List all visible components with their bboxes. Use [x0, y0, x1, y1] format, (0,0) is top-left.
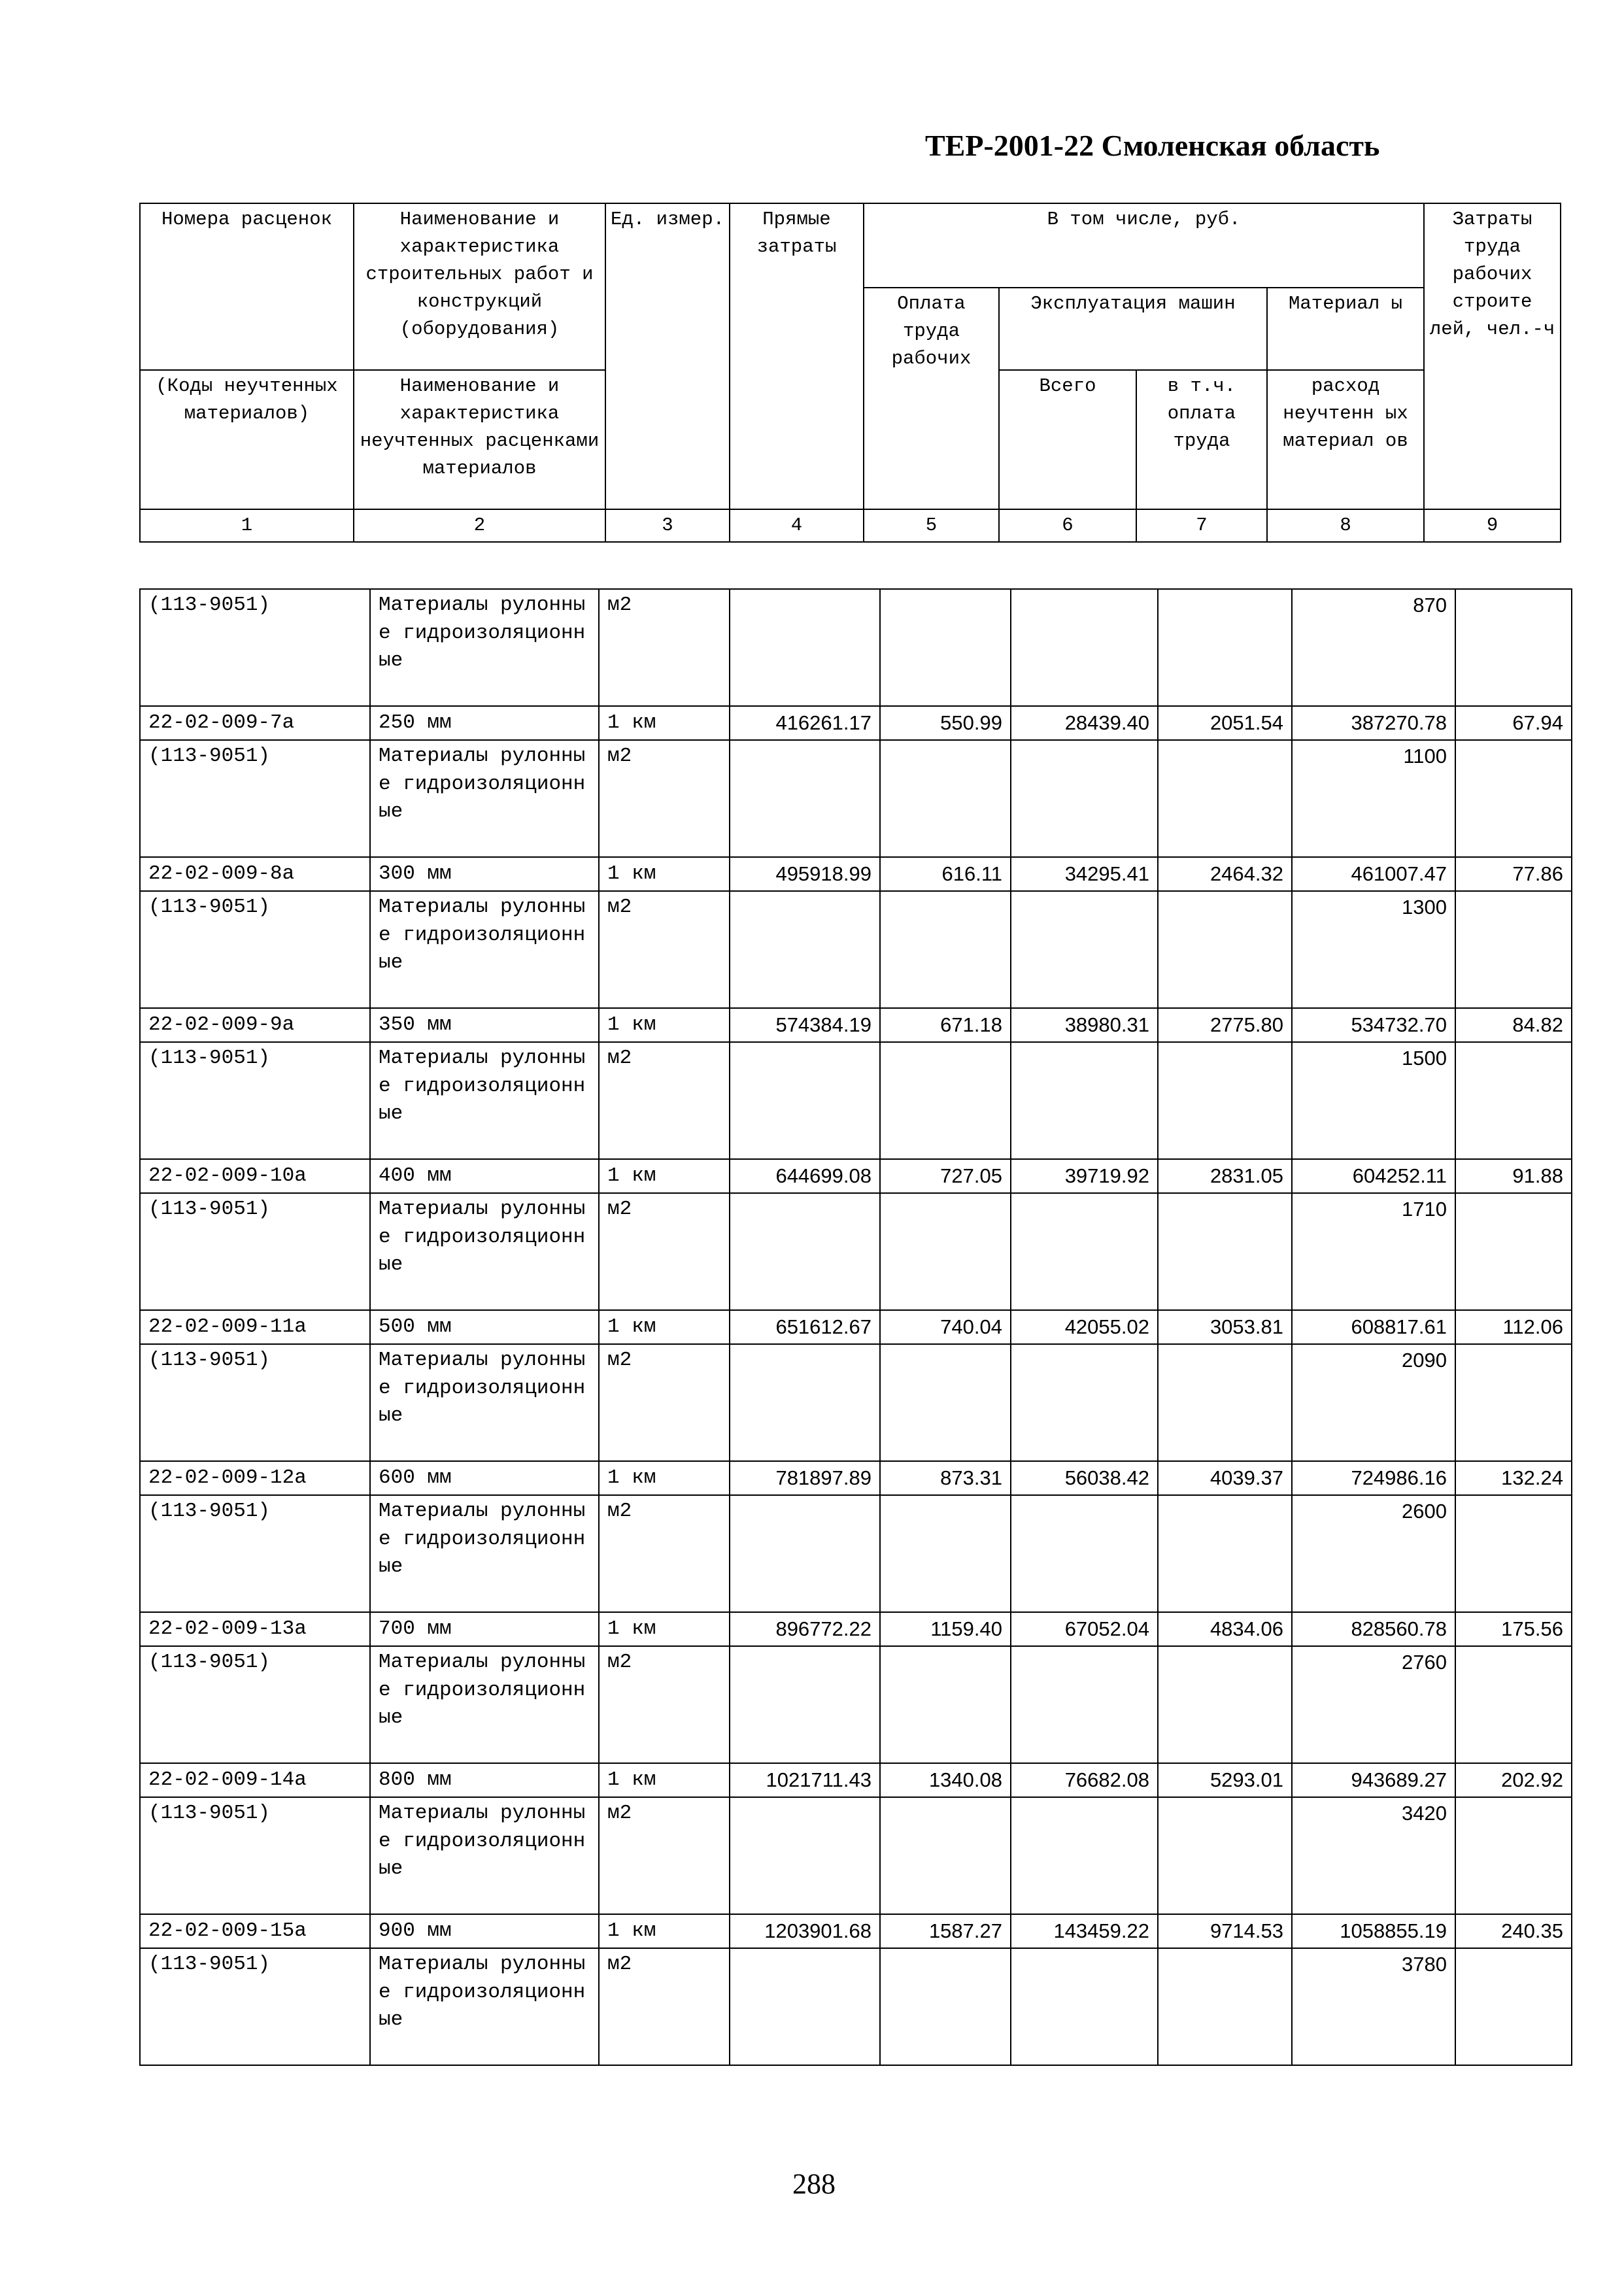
rate-row: [140, 857, 1572, 891]
empty-cell: [730, 740, 880, 857]
empty-cell: [880, 1495, 1011, 1612]
materials-cost: 1058855.19: [1292, 1914, 1455, 1948]
empty-cell: [730, 1193, 880, 1310]
machine-total: 38980.31: [1011, 1008, 1158, 1042]
direct-costs: 1021711.43: [730, 1763, 880, 1797]
document-title: ТЕР-2001-22 Смоленская область: [925, 129, 1380, 162]
header-materials: Материал ы: [1267, 288, 1424, 370]
empty-cell: [1158, 1646, 1292, 1763]
labor-hours: 175.56: [1455, 1612, 1572, 1646]
material-row: [140, 589, 1572, 706]
material-code: (113-9051): [140, 1344, 370, 1461]
empty-cell: [880, 740, 1011, 857]
col-number: 1: [140, 509, 354, 542]
material-name: Материалы рулонные гидроизоляционные: [370, 1495, 599, 1612]
material-quantity: 870: [1292, 589, 1455, 706]
labor-pay: 671.18: [880, 1008, 1011, 1042]
machine-labor-pay: 2831.05: [1158, 1159, 1292, 1193]
material-name: Материалы рулонные гидроизоляционные: [370, 1344, 599, 1461]
col-number: 9: [1424, 509, 1561, 542]
rate-code: 22-02-009-8а: [140, 857, 370, 891]
material-row: [140, 740, 1572, 857]
rate-code: 22-02-009-13а: [140, 1612, 370, 1646]
machine-labor-pay: 2775.80: [1158, 1008, 1292, 1042]
material-unit: м2: [599, 1042, 730, 1159]
rate-code: 22-02-009-11а: [140, 1310, 370, 1344]
material-unit: м2: [599, 740, 730, 857]
material-code: (113-9051): [140, 1797, 370, 1914]
machine-labor-pay: 2051.54: [1158, 706, 1292, 740]
rate-row: [140, 1008, 1572, 1042]
empty-cell: [730, 1495, 880, 1612]
empty-cell: [880, 1797, 1011, 1914]
empty-cell: [1011, 589, 1158, 706]
machine-total: 39719.92: [1011, 1159, 1158, 1193]
material-unit: м2: [599, 1344, 730, 1461]
material-row: [140, 891, 1572, 1008]
material-unit: м2: [599, 891, 730, 1008]
empty-cell: [1158, 1495, 1292, 1612]
empty-cell: [1455, 740, 1572, 857]
rate-code: 22-02-009-15а: [140, 1914, 370, 1948]
material-quantity: 1300: [1292, 891, 1455, 1008]
material-quantity: 3420: [1292, 1797, 1455, 1914]
direct-costs: 1203901.68: [730, 1914, 880, 1948]
material-unit: м2: [599, 589, 730, 706]
labor-pay: 727.05: [880, 1159, 1011, 1193]
material-unit: м2: [599, 1797, 730, 1914]
rate-code: 22-02-009-10а: [140, 1159, 370, 1193]
machine-total: 34295.41: [1011, 857, 1158, 891]
material-code: (113-9051): [140, 1193, 370, 1310]
materials-cost: 387270.78: [1292, 706, 1455, 740]
col-number: 8: [1267, 509, 1424, 542]
col-number: 5: [864, 509, 999, 542]
empty-cell: [1158, 891, 1292, 1008]
empty-cell: [1455, 1344, 1572, 1461]
labor-hours: 132.24: [1455, 1461, 1572, 1495]
rate-name: 500 мм: [370, 1310, 599, 1344]
header-material-usage: расход неучтенн ых материал ов: [1267, 370, 1424, 509]
labor-pay: 873.31: [880, 1461, 1011, 1495]
material-unit: м2: [599, 1193, 730, 1310]
header-codes: Номера расценок: [140, 203, 354, 370]
rate-name: 350 мм: [370, 1008, 599, 1042]
empty-cell: [880, 1948, 1011, 2065]
empty-cell: [880, 891, 1011, 1008]
material-row: [140, 1344, 1572, 1461]
empty-cell: [1011, 1646, 1158, 1763]
materials-cost: 534732.70: [1292, 1008, 1455, 1042]
labor-pay: 1159.40: [880, 1612, 1011, 1646]
machine-total: 76682.08: [1011, 1763, 1158, 1797]
rate-row: [140, 706, 1572, 740]
empty-cell: [730, 1646, 880, 1763]
empty-cell: [1455, 1646, 1572, 1763]
col-number: 6: [999, 509, 1136, 542]
material-quantity: 1500: [1292, 1042, 1455, 1159]
machine-total: 56038.42: [1011, 1461, 1158, 1495]
header-labor-hours: Затраты труда рабочих строите лей, чел.-ч: [1424, 203, 1561, 509]
material-name: Материалы рулонные гидроизоляционные: [370, 1193, 599, 1310]
empty-cell: [1455, 891, 1572, 1008]
material-quantity: 1100: [1292, 740, 1455, 857]
material-name: Материалы рулонные гидроизоляционные: [370, 1646, 599, 1763]
col-number: 3: [605, 509, 730, 542]
header-machine-total: Всего: [999, 370, 1136, 509]
empty-cell: [1455, 1042, 1572, 1159]
rates-table: [139, 588, 1572, 2066]
labor-hours: 67.94: [1455, 706, 1572, 740]
material-row: [140, 1495, 1572, 1612]
header-table: [139, 203, 1561, 543]
rate-row: [140, 1914, 1572, 1948]
col-number: 2: [354, 509, 605, 542]
material-row: [140, 1042, 1572, 1159]
header-work-name: Наименование и характеристика строительных работ и конструкций (оборудования): [354, 203, 605, 370]
empty-cell: [1011, 1797, 1158, 1914]
material-name: Материалы рулонные гидроизоляционные: [370, 1042, 599, 1159]
material-unit: м2: [599, 1646, 730, 1763]
rate-code: 22-02-009-14а: [140, 1763, 370, 1797]
header-including: В том числе, руб.: [864, 203, 1424, 288]
header-labor-pay: Оплата труда рабочих: [864, 288, 999, 509]
rate-unit: 1 км: [599, 1008, 730, 1042]
empty-cell: [1158, 1948, 1292, 2065]
direct-costs: 896772.22: [730, 1612, 880, 1646]
empty-cell: [880, 589, 1011, 706]
empty-cell: [1011, 1193, 1158, 1310]
empty-cell: [1011, 1042, 1158, 1159]
direct-costs: 781897.89: [730, 1461, 880, 1495]
materials-cost: 943689.27: [1292, 1763, 1455, 1797]
labor-hours: 84.82: [1455, 1008, 1572, 1042]
empty-cell: [1011, 1344, 1158, 1461]
empty-cell: [730, 1948, 880, 2065]
empty-cell: [1011, 1948, 1158, 2065]
empty-cell: [730, 1344, 880, 1461]
labor-hours: 91.88: [1455, 1159, 1572, 1193]
rate-row: [140, 1310, 1572, 1344]
material-quantity: 2600: [1292, 1495, 1455, 1612]
empty-cell: [1455, 589, 1572, 706]
rate-unit: 1 км: [599, 1763, 730, 1797]
material-code: (113-9051): [140, 1495, 370, 1612]
rate-unit: 1 км: [599, 1159, 730, 1193]
material-quantity: 2090: [1292, 1344, 1455, 1461]
empty-cell: [880, 1042, 1011, 1159]
direct-costs: 416261.17: [730, 706, 880, 740]
labor-pay: 1587.27: [880, 1914, 1011, 1948]
labor-pay: 740.04: [880, 1310, 1011, 1344]
material-name: Материалы рулонные гидроизоляционные: [370, 1797, 599, 1914]
rate-name: 300 мм: [370, 857, 599, 891]
material-quantity: 2760: [1292, 1646, 1455, 1763]
material-code: (113-9051): [140, 740, 370, 857]
materials-cost: 604252.11: [1292, 1159, 1455, 1193]
material-quantity: 1710: [1292, 1193, 1455, 1310]
empty-cell: [880, 1193, 1011, 1310]
machine-labor-pay: 2464.32: [1158, 857, 1292, 891]
material-row: [140, 1193, 1572, 1310]
empty-cell: [1455, 1797, 1572, 1914]
rate-unit: 1 км: [599, 706, 730, 740]
empty-cell: [1455, 1948, 1572, 2065]
empty-cell: [1158, 1797, 1292, 1914]
rate-name: 900 мм: [370, 1914, 599, 1948]
material-code: (113-9051): [140, 1646, 370, 1763]
rate-name: 250 мм: [370, 706, 599, 740]
machine-labor-pay: 4039.37: [1158, 1461, 1292, 1495]
header-unaccounted-name: Наименование и характеристика неучтенных расценками материалов: [354, 370, 605, 509]
direct-costs: 574384.19: [730, 1008, 880, 1042]
material-name: Материалы рулонные гидроизоляционные: [370, 1948, 599, 2065]
labor-hours: 77.86: [1455, 857, 1572, 891]
labor-pay: 550.99: [880, 706, 1011, 740]
col-number: 4: [730, 509, 864, 542]
col-number: 7: [1136, 509, 1267, 542]
material-unit: м2: [599, 1948, 730, 2065]
materials-cost: 724986.16: [1292, 1461, 1455, 1495]
labor-pay: 1340.08: [880, 1763, 1011, 1797]
rate-unit: 1 км: [599, 1612, 730, 1646]
rate-row: [140, 1461, 1572, 1495]
empty-cell: [880, 1646, 1011, 1763]
machine-labor-pay: 5293.01: [1158, 1763, 1292, 1797]
rate-row: [140, 1763, 1572, 1797]
direct-costs: 651612.67: [730, 1310, 880, 1344]
material-code: (113-9051): [140, 1042, 370, 1159]
empty-cell: [1011, 891, 1158, 1008]
labor-hours: 202.92: [1455, 1763, 1572, 1797]
rate-unit: 1 км: [599, 857, 730, 891]
empty-cell: [730, 1797, 880, 1914]
rate-name: 400 мм: [370, 1159, 599, 1193]
empty-cell: [1158, 589, 1292, 706]
header-direct-costs: Прямые затраты: [730, 203, 864, 509]
empty-cell: [1011, 740, 1158, 857]
machine-labor-pay: 4834.06: [1158, 1612, 1292, 1646]
empty-cell: [1455, 1193, 1572, 1310]
header-machine-labor: в т.ч. оплата труда: [1136, 370, 1267, 509]
empty-cell: [880, 1344, 1011, 1461]
material-name: Материалы рулонные гидроизоляционные: [370, 891, 599, 1008]
empty-cell: [1455, 1495, 1572, 1612]
machine-total: 42055.02: [1011, 1310, 1158, 1344]
empty-cell: [1011, 1495, 1158, 1612]
rate-row: [140, 1159, 1572, 1193]
rate-unit: 1 км: [599, 1310, 730, 1344]
empty-cell: [1158, 1042, 1292, 1159]
empty-cell: [1158, 1193, 1292, 1310]
rate-name: 800 мм: [370, 1763, 599, 1797]
material-quantity: 3780: [1292, 1948, 1455, 2065]
header-unaccounted-codes: (Коды неучтенных материалов): [140, 370, 354, 509]
empty-cell: [730, 589, 880, 706]
rate-name: 700 мм: [370, 1612, 599, 1646]
materials-cost: 608817.61: [1292, 1310, 1455, 1344]
header-unit: Ед. измер.: [605, 203, 730, 509]
material-name: Материалы рулонные гидроизоляционные: [370, 740, 599, 857]
labor-hours: 240.35: [1455, 1914, 1572, 1948]
material-code: (113-9051): [140, 891, 370, 1008]
direct-costs: 644699.08: [730, 1159, 880, 1193]
header-machine-operation: Эксплуатация машин: [999, 288, 1267, 370]
labor-pay: 616.11: [880, 857, 1011, 891]
material-row: [140, 1797, 1572, 1914]
empty-cell: [1158, 1344, 1292, 1461]
direct-costs: 495918.99: [730, 857, 880, 891]
material-code: (113-9051): [140, 589, 370, 706]
material-name: Материалы рулонные гидроизоляционные: [370, 589, 599, 706]
rate-code: 22-02-009-12а: [140, 1461, 370, 1495]
rate-name: 600 мм: [370, 1461, 599, 1495]
material-unit: м2: [599, 1495, 730, 1612]
rate-unit: 1 км: [599, 1914, 730, 1948]
materials-cost: 828560.78: [1292, 1612, 1455, 1646]
materials-cost: 461007.47: [1292, 857, 1455, 891]
page-number: 288: [792, 2168, 836, 2200]
empty-cell: [730, 891, 880, 1008]
machine-total: 28439.40: [1011, 706, 1158, 740]
material-code: (113-9051): [140, 1948, 370, 2065]
machine-labor-pay: 9714.53: [1158, 1914, 1292, 1948]
empty-cell: [730, 1042, 880, 1159]
rate-code: 22-02-009-7а: [140, 706, 370, 740]
labor-hours: 112.06: [1455, 1310, 1572, 1344]
machine-total: 143459.22: [1011, 1914, 1158, 1948]
empty-cell: [1158, 740, 1292, 857]
material-row: [140, 1646, 1572, 1763]
rate-row: [140, 1612, 1572, 1646]
machine-labor-pay: 3053.81: [1158, 1310, 1292, 1344]
machine-total: 67052.04: [1011, 1612, 1158, 1646]
rate-unit: 1 км: [599, 1461, 730, 1495]
rate-code: 22-02-009-9а: [140, 1008, 370, 1042]
material-row: [140, 1948, 1572, 2065]
